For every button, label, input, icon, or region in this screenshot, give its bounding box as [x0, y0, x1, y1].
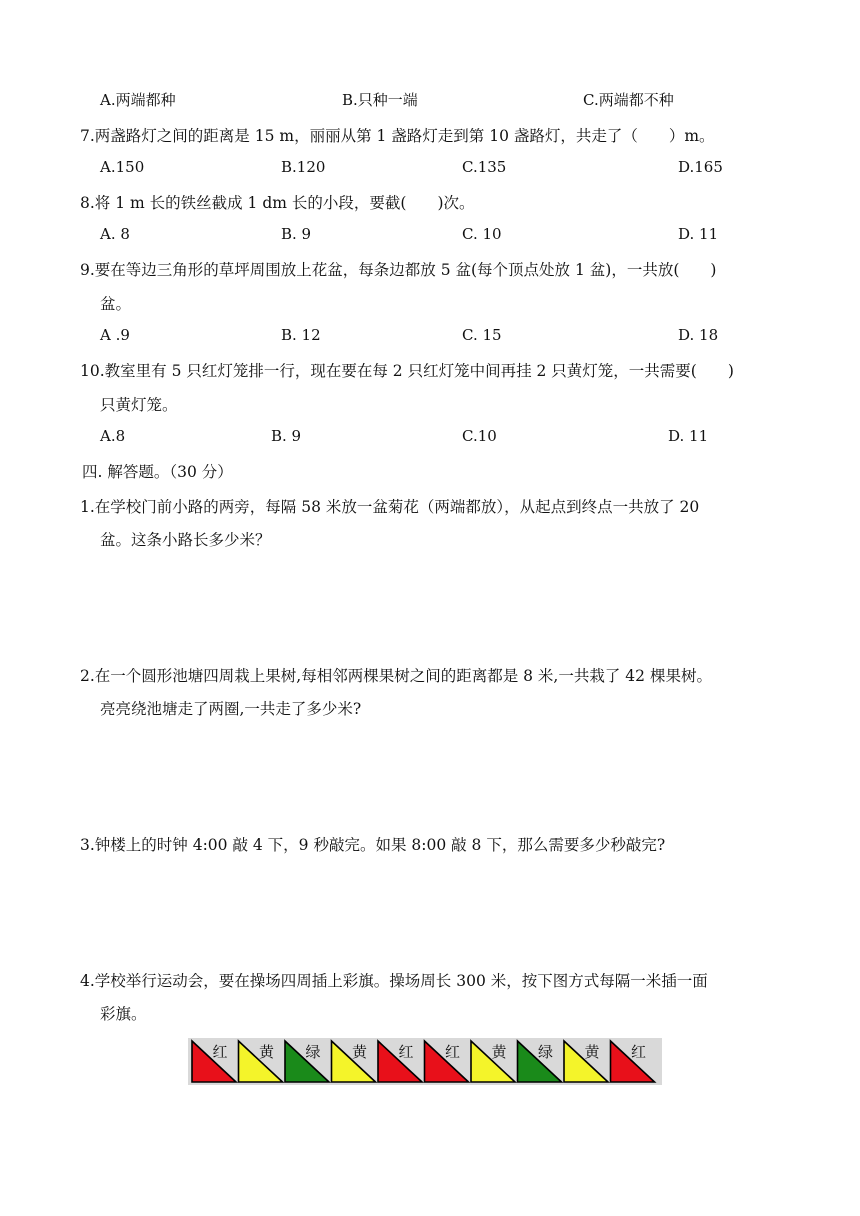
flag-label: 黄 [584, 1043, 600, 1061]
flag-3 [285, 1041, 329, 1082]
flag-8 [518, 1041, 562, 1082]
q8-option-b: B. 9 [281, 225, 312, 243]
flag-1 [192, 1041, 236, 1082]
flag-label: 黄 [351, 1043, 368, 1061]
flag-6 [425, 1041, 469, 1082]
q9-option-d: D. 18 [678, 326, 719, 344]
q7-text: 7.两盏路灯之间的距离是 15 m，丽丽从第 1 盏路灯走到第 10 盏路灯，共走了（ ）m。 [80, 127, 715, 145]
q10-text-line1: 10.教室里有 5 只红灯笼排一行，现在要在每 2 只红灯笼中间再挂 2 只黄灯笼，一共需要( ) [80, 362, 734, 380]
problem-2-line1: 2.在一个圆形池塘四周栽上果树,每相邻两棵果树之间的距离都是 8 米,一共栽了 42 棵果树。 [80, 667, 712, 685]
q10-option-b: B. 9 [271, 427, 302, 445]
flag-4 [332, 1041, 376, 1082]
q9-option-a: A .9 [100, 326, 130, 344]
q10-option-a: A.8 [100, 427, 126, 445]
q7-option-c: C.135 [462, 158, 507, 176]
q9-option-b: B. 12 [281, 326, 321, 344]
q8-option-c: C. 10 [462, 225, 502, 243]
flag-7 [471, 1041, 515, 1082]
q6-option-a: A.两端都种 [100, 91, 176, 109]
flag-label: 绿 [305, 1043, 321, 1061]
q7-option-b: B.120 [281, 158, 326, 176]
flag-sequence-figure [188, 1038, 662, 1085]
q10-option-d: D. 11 [668, 427, 709, 445]
flag-label: 黄 [491, 1043, 507, 1061]
flag-label: 红 [212, 1043, 228, 1061]
q9-option-c: C. 15 [462, 326, 502, 344]
flag-label: 黄 [258, 1043, 275, 1061]
problem-4-line2: 彩旗。 [100, 1005, 147, 1023]
q8-option-a: A. 8 [100, 225, 130, 243]
q6-option-c: C.两端都不种 [583, 91, 674, 109]
flag-9 [564, 1041, 608, 1082]
q9-text-line1: 9.要在等边三角形的草坪周围放上花盆，每条边都放 5 盆(每个顶点处放 1 盆)，一共放( ) [80, 261, 717, 279]
flag-5 [378, 1041, 422, 1082]
problem-4-line1: 4.学校举行运动会，要在操场四周插上彩旗。操场周长 300 米，按下图方式每隔一米插一面 [80, 972, 708, 990]
q8-text: 8.将 1 m 长的铁丝截成 1 dm 长的小段，要截( )次。 [80, 194, 475, 212]
flag-sequence-svg [188, 1038, 662, 1085]
flag-label: 红 [630, 1043, 647, 1061]
q7-option-a: A.150 [100, 158, 145, 176]
problem-1-line2: 盆。这条小路长多少米？ [100, 531, 271, 549]
problem-3-line1: 3.钟楼上的时钟 4:00 敲 4 下，9 秒敲完。如果 8:00 敲 8 下，那么需要多少秒敲完? [80, 836, 666, 854]
q6-option-b: B.只种一端 [342, 91, 418, 109]
flag-label: 红 [398, 1043, 414, 1061]
flag-label: 绿 [537, 1043, 554, 1061]
flag-label: 红 [444, 1043, 461, 1061]
q10-option-c: C.10 [462, 427, 497, 445]
problem-1-line1: 1.在学校门前小路的两旁，每隔 58 米放一盆菊花（两端都放），从起点到终点一共放了 20 [80, 498, 700, 516]
flag-10 [611, 1041, 655, 1082]
q8-option-d: D. 11 [678, 225, 719, 243]
q10-text-line2: 只黄灯笼。 [100, 396, 178, 414]
q7-option-d: D.165 [678, 158, 723, 176]
section-4-heading: 四. 解答题。（30 分） [82, 463, 233, 481]
problem-2-line2: 亮亮绕池塘走了两圈,一共走了多少米? [100, 700, 362, 718]
q9-text-line2: 盆。 [100, 295, 132, 313]
flag-2 [239, 1041, 283, 1082]
